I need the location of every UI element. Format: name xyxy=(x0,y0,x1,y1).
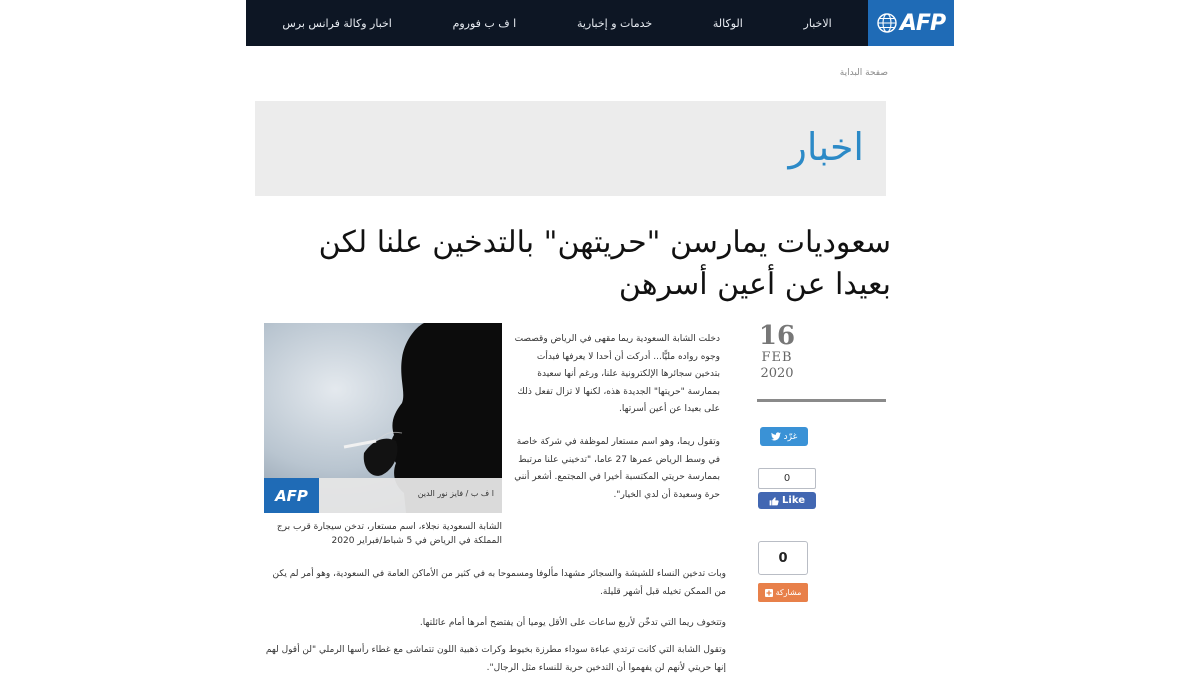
date-year: 2020 xyxy=(760,366,794,381)
logo-text: AFP xyxy=(899,10,946,36)
share-count: 0 xyxy=(758,541,808,575)
photo-caption: الشابة السعودية نجلاء، اسم مستعار، تدخن سيجارة قرب برج المملكة في الرياض في 5 شباط/فبراير 2020 xyxy=(276,522,502,546)
section-banner xyxy=(255,101,886,196)
twitter-label: غرّد xyxy=(783,431,798,442)
facebook-like-count: 0 xyxy=(758,468,816,489)
breadcrumb[interactable]: صفحة البداية xyxy=(839,68,888,78)
photo-afp-logo xyxy=(264,478,319,513)
twitter-bird-icon xyxy=(771,432,781,441)
section-title: اخبار xyxy=(788,125,864,169)
globe-icon xyxy=(877,13,897,33)
article-date xyxy=(756,322,798,382)
article-paragraph-5: وتقول الشابة التي كانت ترتدي عباءة سوداء مطرزة بخيوط وكرات ذهبية اللون تتماشى مع غطاء رأسها الرملي "لن أقول لهم إنها حريتي لأنهم لن يفهموا أن التدخين حرية للنساء مثل الرجال". xyxy=(265,645,726,673)
article-paragraph-1: دخلت الشابة السعودية ريما مقهى في الرياض وقصصت وجوه رواده مليًّا... أدركت أن أحدا لا يعرفها فبدأت بتدخين سجائرها الإلكترونية علنا، ورغم أنها سعيدة بممارسة "حريتها" الجديدة هذه، لكنها لا تزال تفعل ذلك على بعيدا عن أعين أسرتها. xyxy=(514,334,720,414)
date-month: FEB xyxy=(761,350,793,365)
share-label: مشاركة xyxy=(775,588,802,597)
main-nav xyxy=(246,17,868,30)
share-button[interactable] xyxy=(758,583,808,602)
nav-item-afp-news[interactable]: اخبار وكالة فرانس برس xyxy=(282,16,392,30)
facebook-like-button[interactable] xyxy=(758,492,816,509)
nav-item-agency[interactable]: الوكالة xyxy=(712,16,743,30)
article-headline: سعوديات يمارسن "حريتهن" بالتدخين علنا لكن بعيدا عن أعين أسرهن xyxy=(318,225,891,302)
photo-logo-text: AFP xyxy=(275,486,308,505)
photo-credit: ا ف ب / فايز نور الدين xyxy=(417,489,494,498)
date-divider xyxy=(757,399,886,402)
photo-credit-strip xyxy=(264,478,502,513)
top-navigation-bar xyxy=(246,0,954,46)
article-paragraph-4: وتتخوف ريما التي تدخّن لأربع ساعات على الأقل يوميا أن يفتضح أمرها أمام عائلتها. xyxy=(419,618,726,628)
nav-item-services[interactable]: خدمات و إخبارية xyxy=(576,16,653,30)
nav-item-news[interactable]: الاخبار xyxy=(803,16,832,30)
plus-icon xyxy=(765,589,773,597)
twitter-share-button[interactable] xyxy=(760,427,808,446)
thumbs-up-icon xyxy=(769,496,779,506)
facebook-like-widget xyxy=(758,468,816,509)
date-day: 16 xyxy=(758,321,796,351)
article-paragraph-2: وتقول ريما، وهو اسم مستعار لموظفة في شركة خاصة في وسط الرياض عمرها 27 عاما، "تدخيني علنا مرتبط بممارسة حريتي المكتسبة أخيرا في المجتمع. أشعر أنني حرة وسعيدة أن لدي الخيار". xyxy=(514,437,720,500)
article-paragraph-3: وبات تدخين النساء للشيشة والسجائر مشهدا مألوفا ومسموحا به في كثير من الأماكن العامة في السعودية، وهو أمر لم يكن من الممكن تخيله قبل أشهر قليلة. xyxy=(272,569,726,597)
facebook-like-label: Like xyxy=(782,495,805,506)
afp-logo[interactable] xyxy=(868,0,954,46)
nav-item-forum[interactable]: ا ف ب فوروم xyxy=(452,16,517,30)
